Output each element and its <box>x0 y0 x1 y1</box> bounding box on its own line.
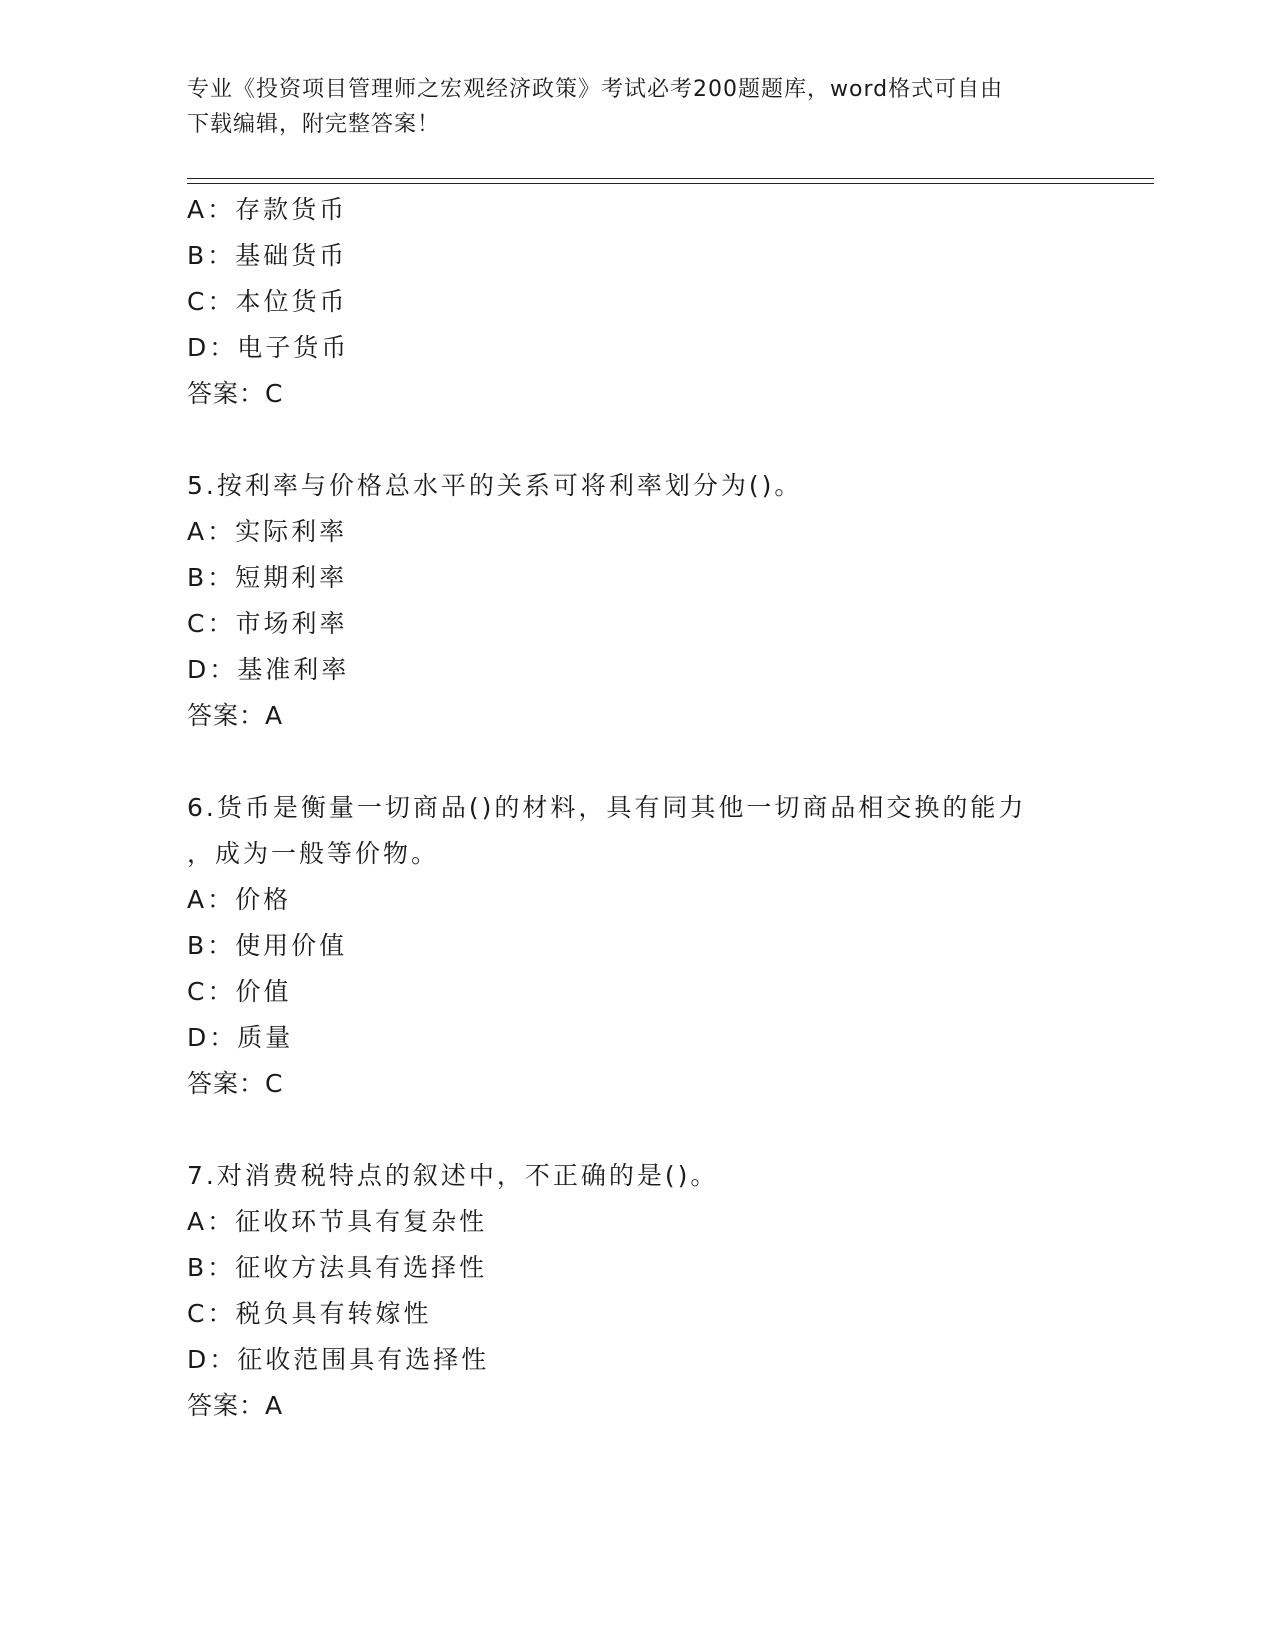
spacer <box>187 739 1147 785</box>
option-c: C：本位货币 <box>187 287 348 316</box>
option-a: A：价格 <box>187 885 292 914</box>
option-d: D：质量 <box>187 1023 294 1052</box>
answer-line: 答案：C <box>187 379 284 408</box>
spacer <box>187 417 1147 463</box>
header-line-1: 专业《投资项目管理师之宏观经济政策》考试必考200题题库，word格式可自由 <box>187 77 1004 102</box>
option-c: C：市场利率 <box>187 609 348 638</box>
header-line-2: 下载编辑，附完整答案！ <box>187 112 441 137</box>
answer-line: 答案：A <box>187 1391 284 1420</box>
option-c: C：价值 <box>187 977 292 1006</box>
header-divider <box>187 178 1154 184</box>
spacer <box>187 1107 1147 1153</box>
option-d: D：征收范围具有选择性 <box>187 1345 490 1374</box>
option-c: C：税负具有转嫁性 <box>187 1299 432 1328</box>
option-d: D：基准利率 <box>187 655 350 684</box>
question-7 <box>187 1153 1147 1429</box>
question-list <box>187 187 1147 1429</box>
option-a: A：存款货币 <box>187 195 348 224</box>
question-stem-line-1: 6.货币是衡量一切商品()的材料，具有同其他一切商品相交换的能力 <box>187 793 1027 822</box>
option-b: B：征收方法具有选择性 <box>187 1253 488 1282</box>
option-b: B：使用价值 <box>187 931 348 960</box>
option-b: B：短期利率 <box>187 563 348 592</box>
answer-line: 答案：A <box>187 701 284 730</box>
option-d: D：电子货币 <box>187 333 350 362</box>
option-a: A：实际利率 <box>187 517 348 546</box>
question-6 <box>187 785 1147 1107</box>
question-5 <box>187 463 1147 739</box>
question-stem: 5.按利率与价格总水平的关系可将利率划分为()。 <box>187 471 803 500</box>
question-stem: 7.对消费税特点的叙述中，不正确的是()。 <box>187 1161 719 1190</box>
option-a: A：征收环节具有复杂性 <box>187 1207 488 1236</box>
question-stem-line-2: ，成为一般等价物。 <box>187 839 440 868</box>
answer-line: 答案：C <box>187 1069 284 1098</box>
document-header <box>187 72 1087 142</box>
option-b: B：基础货币 <box>187 241 348 270</box>
question-4 <box>187 187 1147 417</box>
